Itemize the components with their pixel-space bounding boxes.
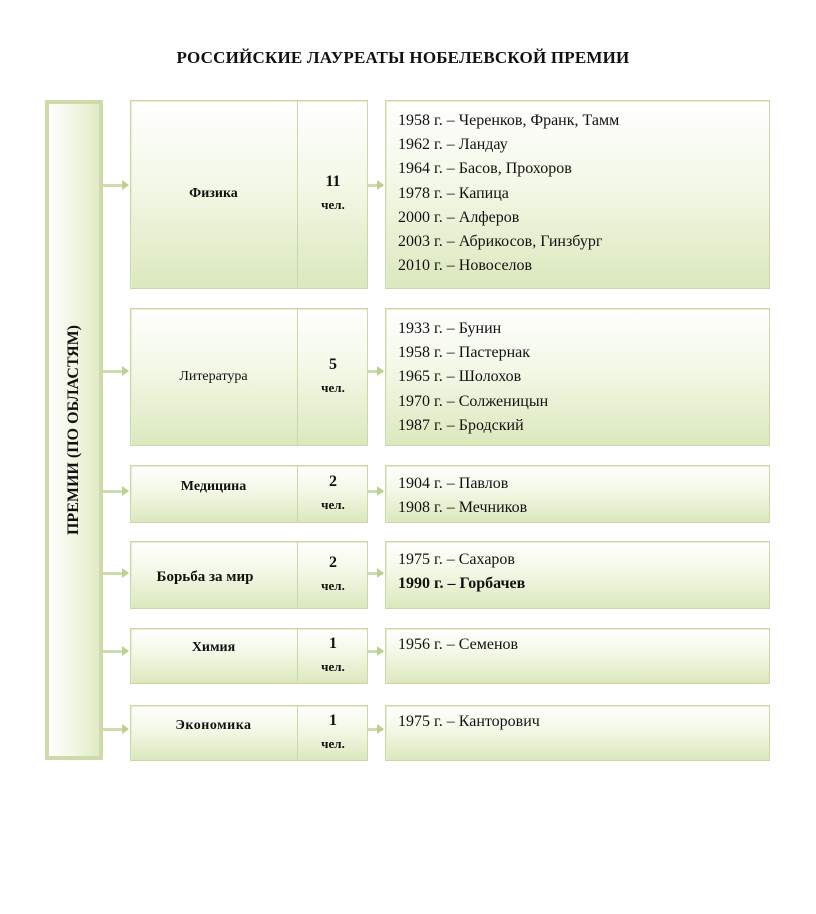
count-cell-literature: [297, 308, 368, 446]
connector-arrow: [377, 486, 384, 496]
list-item: 1958 г. – Пастернак: [398, 344, 531, 362]
count-unit: чел.: [321, 658, 345, 674]
list-item: 2010 г. – Новоселов: [398, 257, 533, 275]
count-cell-chemistry: [297, 628, 368, 684]
count-number: 1: [329, 711, 337, 729]
connector-arrow: [122, 568, 129, 578]
list-item: 1904 г. – Павлов: [398, 475, 509, 492]
field-label-economics: Экономика: [175, 717, 252, 733]
field-label-physics: Физика: [189, 186, 238, 202]
count-cell-peace: [297, 541, 368, 609]
list-item: 1978 г. – Капица: [398, 184, 509, 202]
count-unit: чел.: [321, 735, 345, 751]
count-cell-physics: [297, 100, 368, 289]
field-label-medicine: Медицина: [180, 478, 247, 494]
count-unit: чел.: [321, 496, 345, 512]
connector-arrow: [377, 724, 384, 734]
list-item: 1933 г. – Бунин: [398, 320, 502, 337]
list-item: 1987 г. – Бродский: [398, 416, 524, 434]
list-item: 1908 г. – Мечников: [398, 499, 528, 517]
field-label-literature: Литература: [179, 368, 248, 384]
count-cell-economics: [297, 705, 368, 761]
list-item: 2000 г. – Алферов: [398, 208, 520, 226]
count-unit: чел.: [321, 379, 345, 395]
laureate-list-literature: [385, 308, 770, 446]
count-unit: чел.: [321, 197, 345, 213]
list-item: 1956 г. – Семенов: [398, 636, 519, 653]
connector-arrow: [122, 366, 129, 376]
connector-arrow: [122, 180, 129, 190]
page-title: РОССИЙСКИЕ ЛАУРЕАТЫ НОБЕЛЕВСКОЙ ПРЕМИИ: [176, 48, 630, 67]
count-number: 5: [329, 355, 337, 373]
root-category-label: ПРЕМИИ (ПО ОБЛАСТЯМ): [65, 324, 82, 536]
list-item: 1965 г. – Шолохов: [398, 368, 522, 386]
connector-arrow: [377, 366, 384, 376]
field-label-peace: Борьба за мир: [156, 568, 254, 585]
connector-arrow: [377, 180, 384, 190]
count-number: 2: [329, 472, 337, 490]
list-item: 1964 г. – Басов, Прохоров: [398, 160, 572, 178]
connector-arrow: [122, 724, 129, 734]
laureate-list-peace: [385, 541, 770, 609]
connector-arrow: [377, 646, 384, 656]
list-item: 1975 г. – Канторович: [398, 713, 540, 730]
count-number: 2: [329, 553, 337, 571]
connector-arrow: [122, 646, 129, 656]
field-label-chemistry: Химия: [191, 639, 236, 655]
count-number: 1: [329, 634, 337, 652]
count-cell-medicine: [297, 465, 368, 523]
list-item: 1990 г. – Горбачев: [398, 575, 526, 593]
laureate-list-physics: [385, 100, 770, 289]
connector-arrow: [377, 568, 384, 578]
laureate-list-medicine: [385, 465, 770, 523]
connector-arrow: [122, 486, 129, 496]
list-item: 1970 г. – Солженицын: [398, 392, 549, 410]
list-item: 1975 г. – Сахаров: [398, 551, 515, 568]
list-item: 2003 г. – Абрикосов, Гинзбург: [398, 233, 603, 251]
laureate-list-chemistry: [385, 628, 770, 684]
count-unit: чел.: [321, 577, 345, 593]
list-item: 1958 г. – Черенков, Франк, Тамм: [398, 112, 620, 129]
laureate-list-economics: [385, 705, 770, 761]
count-number: 11: [325, 173, 341, 191]
list-item: 1962 г. – Ландау: [398, 136, 508, 154]
